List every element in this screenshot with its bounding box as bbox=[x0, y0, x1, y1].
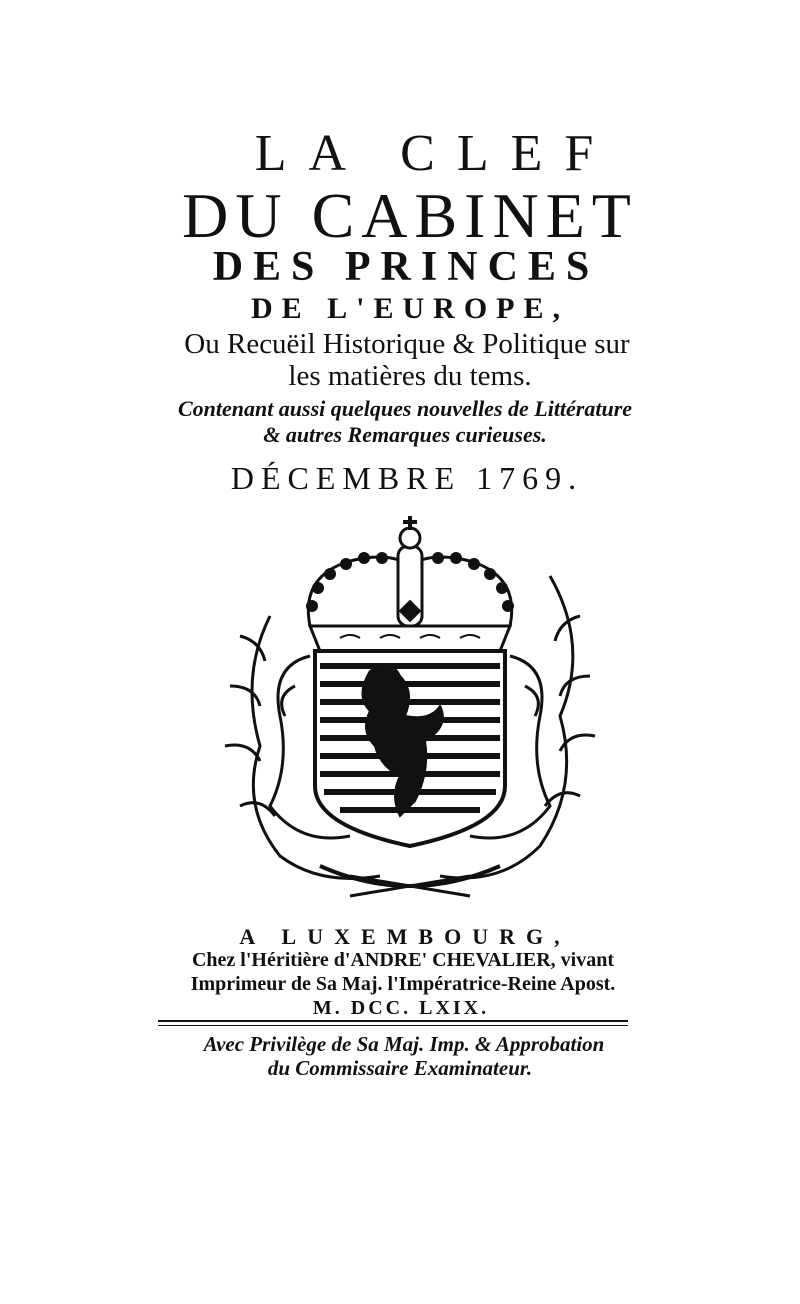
subtitle-line-1: Ou Recuëil Historique & Politique sur bbox=[184, 328, 630, 360]
privilege-line-2: du Commissaire Examinateur. bbox=[267, 1056, 533, 1080]
note-line-2: & autres Remarques curieuses. bbox=[263, 422, 547, 447]
imprint-printer-line-1: Chez l'Héritière d'ANDRE' CHEVALIER, vivant bbox=[191, 949, 615, 971]
note-line-1: Contenant aussi quelques nouvelles de Littérature bbox=[177, 396, 633, 421]
title-line-3: DES PRINCES bbox=[212, 244, 600, 290]
imprint-printer-line-2: Imprimeur de Sa Maj. l'Impératrice-Reine Apost. bbox=[190, 973, 616, 995]
subtitle-line-2: les matières du tems. bbox=[288, 360, 532, 392]
title-line-1: LA CLEF bbox=[254, 125, 616, 182]
imprint-place: A LUXEMBOURG, bbox=[239, 924, 571, 949]
divider-rule-thin bbox=[158, 1025, 628, 1026]
crown-icon bbox=[306, 516, 514, 651]
divider-rule bbox=[158, 1020, 628, 1022]
title-line-2: DU CABINET bbox=[182, 180, 638, 251]
issue-date: DÉCEMBRE 1769. bbox=[230, 460, 584, 496]
coat-of-arms-icon bbox=[200, 516, 620, 906]
privilege-line-1: Avec Privilège de Sa Maj. Imp. & Approbation bbox=[203, 1032, 605, 1056]
imprint-year: M. DCC. LXIX. bbox=[312, 997, 490, 1019]
shield-icon bbox=[315, 651, 505, 846]
title-line-4: DE L'EUROPE, bbox=[250, 292, 570, 325]
